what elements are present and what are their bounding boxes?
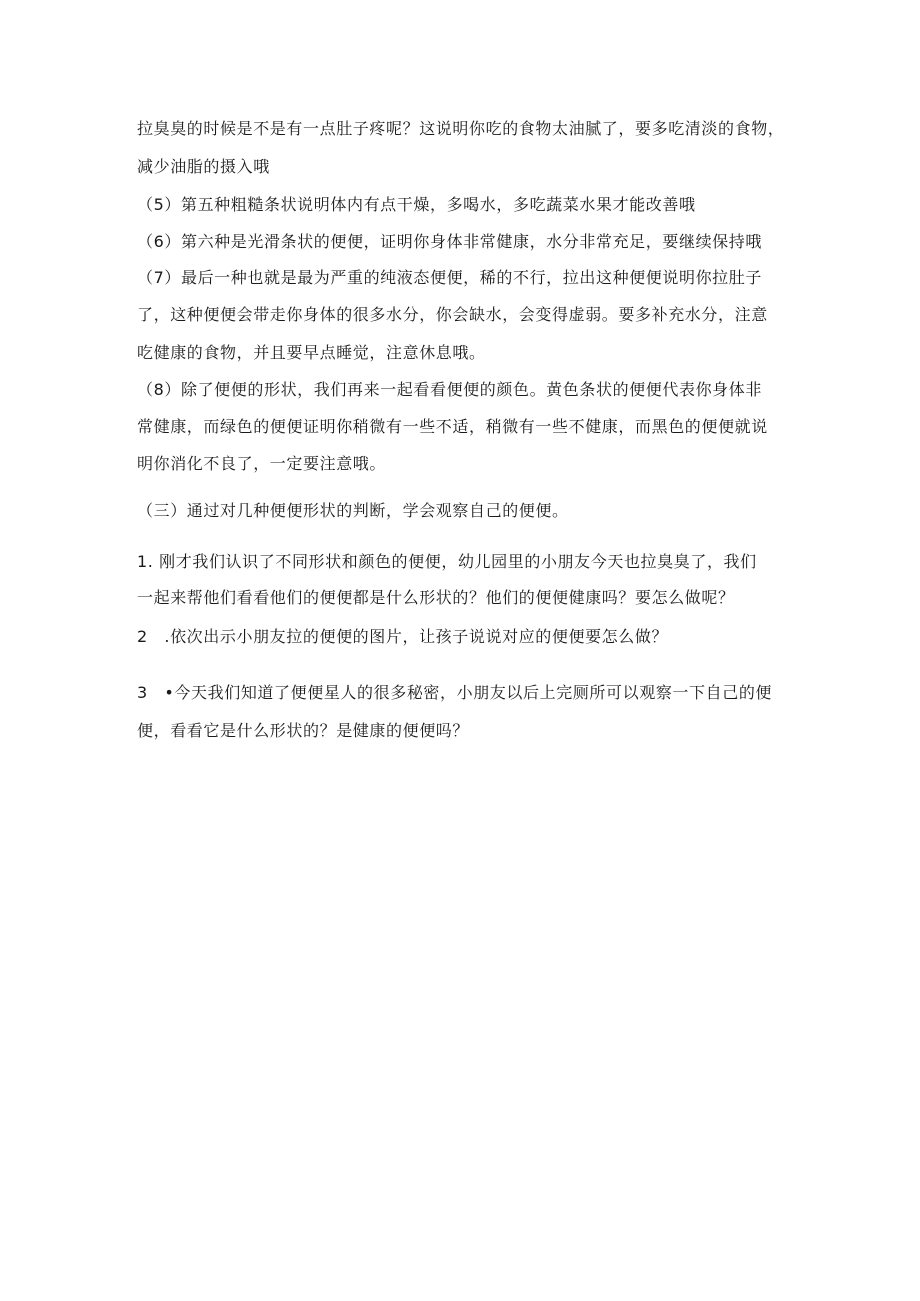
list-item-5: （5）第五种粗糙条状说明体内有点干燥，多喝水，多吃蔬菜水果才能改善哦 bbox=[137, 195, 696, 214]
paragraph-line: 便，看看它是什么形状的？是健康的便便吗？ bbox=[137, 721, 470, 740]
list-item-7: （7）最后一种也就是最为严重的纯液态便便，稀的不行，拉出这种便便说明你拉肚子 bbox=[137, 268, 762, 287]
numbered-item-1: 1. 刚才我们认识了不同形状和颜色的便便，幼儿园里的小朋友今天也拉臭臭了，我们 bbox=[137, 552, 757, 571]
paragraph-line: 常健康，而绿色的便便证明你稍微有一些不适，稍微有一些不健康，而黑色的便便就说 bbox=[137, 417, 768, 436]
paragraph-line: 一起来帮他们看看他们的便便都是什么形状的？他们的便便健康吗？要怎么做呢？ bbox=[137, 588, 735, 607]
paragraph-line: 减少油脂的摄入哦 bbox=[137, 157, 270, 176]
paragraph-line: 吃健康的食物，并且要早点睡觉，注意休息哦。 bbox=[137, 343, 486, 362]
list-item-8: （8）除了便便的形状，我们再来一起看看便便的颜色。黄色条状的便便代表你身体非 bbox=[137, 380, 762, 399]
numbered-item-3: 3 •今天我们知道了便便星人的很多秘密，小朋友以后上完厕所可以观察一下自己的便 bbox=[137, 683, 773, 702]
paragraph-line: 拉臭臭的时候是不是有一点肚子疼呢？这说明你吃的食物太油腻了，要多吃清淡的食物， bbox=[137, 119, 785, 138]
list-item-6: （6）第六种是光滑条状的便便，证明你身体非常健康，水分非常充足，要继续保持哦 bbox=[137, 232, 762, 251]
section-heading: （三）通过对几种便便形状的判断，学会观察自己的便便。 bbox=[137, 501, 569, 520]
numbered-item-2: 2 .依次出示小朋友拉的便便的图片，让孩子说说对应的便便要怎么做？ bbox=[137, 627, 669, 646]
paragraph-line: 了，这种便便会带走你身体的很多水分，你会缺水，会变得虚弱。要多补充水分，注意 bbox=[137, 305, 768, 324]
paragraph-line: 明你消化不良了，一定要注意哦。 bbox=[137, 454, 387, 473]
